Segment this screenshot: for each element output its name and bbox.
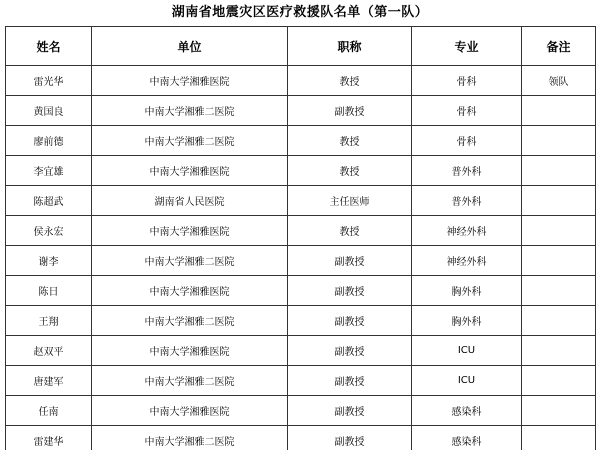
cell-note	[522, 276, 596, 306]
column-header-note: 备注	[522, 27, 596, 66]
cell-specialty: 普外科	[412, 186, 522, 216]
cell-note	[522, 96, 596, 126]
cell-specialty: 普外科	[412, 156, 522, 186]
cell-unit: 中南大学湘雅医院	[92, 156, 288, 186]
cell-note	[522, 336, 596, 366]
table-body	[6, 66, 596, 450]
cell-unit: 中南大学湘雅二医院	[92, 366, 288, 396]
table-row	[6, 216, 596, 246]
cell-specialty: 骨科	[412, 66, 522, 96]
table-row	[6, 246, 596, 276]
cell-title: 副教授	[288, 276, 412, 306]
cell-name: 雷建华	[6, 426, 92, 450]
cell-name: 赵双平	[6, 336, 92, 366]
page-title: 湖南省地震灾区医疗救援队名单（第一队）	[171, 5, 429, 20]
table-header-row	[6, 27, 596, 66]
table-row	[6, 186, 596, 216]
cell-title: 副教授	[288, 96, 412, 126]
cell-unit: 中南大学湘雅医院	[92, 276, 288, 306]
cell-title: 副教授	[288, 306, 412, 336]
cell-unit: 中南大学湘雅二医院	[92, 426, 288, 450]
cell-specialty: 感染科	[412, 426, 522, 450]
cell-unit: 中南大学湘雅医院	[92, 396, 288, 426]
cell-name: 王翔	[6, 306, 92, 336]
cell-name: 侯永宏	[6, 216, 92, 246]
table-row	[6, 276, 596, 306]
cell-title: 教授	[288, 126, 412, 156]
column-header-unit: 单位	[92, 27, 288, 66]
cell-specialty: 神经外科	[412, 216, 522, 246]
cell-title: 副教授	[288, 366, 412, 396]
column-header-specialty: 专业	[412, 27, 522, 66]
table-row	[6, 426, 596, 450]
cell-unit: 中南大学湘雅二医院	[92, 306, 288, 336]
cell-title: 教授	[288, 216, 412, 246]
cell-specialty: 感染科	[412, 396, 522, 426]
cell-unit: 中南大学湘雅二医院	[92, 96, 288, 126]
cell-note	[522, 186, 596, 216]
cell-title: 副教授	[288, 426, 412, 450]
table-row	[6, 126, 596, 156]
table-row	[6, 366, 596, 396]
cell-specialty: 胸外科	[412, 306, 522, 336]
table-row	[6, 156, 596, 186]
cell-note	[522, 126, 596, 156]
cell-name: 黄国良	[6, 96, 92, 126]
cell-note	[522, 396, 596, 426]
cell-name: 陈超武	[6, 186, 92, 216]
roster-table	[5, 26, 596, 450]
cell-title: 副教授	[288, 336, 412, 366]
cell-note	[522, 366, 596, 396]
cell-unit: 中南大学湘雅医院	[92, 66, 288, 96]
cell-title: 副教授	[288, 246, 412, 276]
table-row	[6, 66, 596, 96]
table-row	[6, 336, 596, 366]
cell-note	[522, 156, 596, 186]
cell-name: 任南	[6, 396, 92, 426]
cell-name: 廖前德	[6, 126, 92, 156]
cell-unit: 中南大学湘雅二医院	[92, 126, 288, 156]
cell-specialty: 骨科	[412, 126, 522, 156]
cell-unit: 中南大学湘雅二医院	[92, 246, 288, 276]
cell-title: 教授	[288, 156, 412, 186]
cell-specialty: 骨科	[412, 96, 522, 126]
cell-note	[522, 216, 596, 246]
cell-title: 主任医师	[288, 186, 412, 216]
cell-title: 教授	[288, 66, 412, 96]
cell-specialty: ICU	[412, 366, 522, 396]
cell-note	[522, 246, 596, 276]
table-row	[6, 96, 596, 126]
cell-name: 谢李	[6, 246, 92, 276]
cell-name: 陈日	[6, 276, 92, 306]
table-row	[6, 396, 596, 426]
cell-name: 唐建军	[6, 366, 92, 396]
cell-note	[522, 306, 596, 336]
cell-unit: 湖南省人民医院	[92, 186, 288, 216]
cell-note: 领队	[522, 66, 596, 96]
cell-note	[522, 426, 596, 450]
cell-specialty: 胸外科	[412, 276, 522, 306]
cell-specialty: ICU	[412, 336, 522, 366]
cell-unit: 中南大学湘雅医院	[92, 216, 288, 246]
table-row	[6, 306, 596, 336]
cell-unit: 中南大学湘雅医院	[92, 336, 288, 366]
cell-name: 雷光华	[6, 66, 92, 96]
column-header-name: 姓名	[6, 27, 92, 66]
cell-name: 李宜雄	[6, 156, 92, 186]
cell-title: 副教授	[288, 396, 412, 426]
cell-specialty: 神经外科	[412, 246, 522, 276]
column-header-title: 职称	[288, 27, 412, 66]
